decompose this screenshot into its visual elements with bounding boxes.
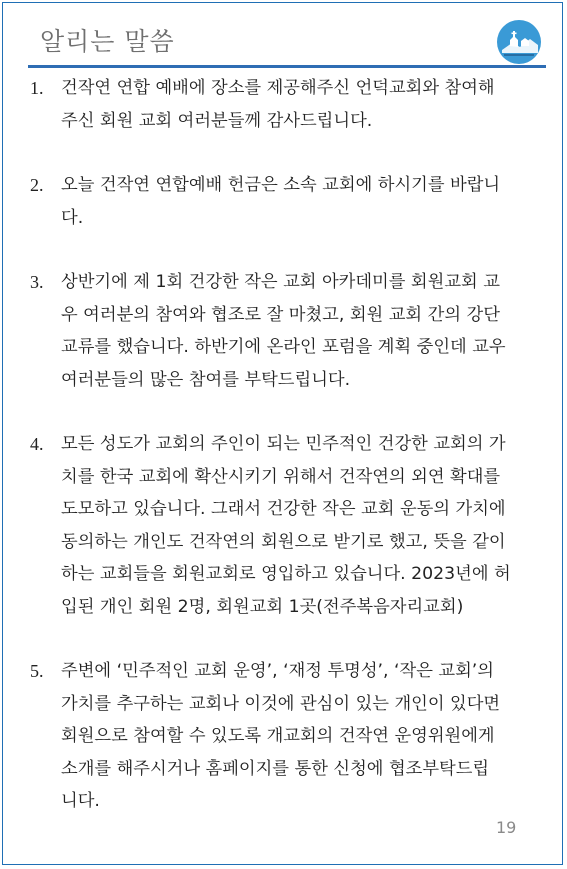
notice-line: 입된 개인 회원 2명, 회원교회 1곳(전주복음자리교회): [61, 596, 464, 617]
notice-item: [30, 169, 540, 234]
notice-line: 여러분들의 많은 참여를 부탁드립니다.: [61, 369, 351, 390]
notice-item: [30, 72, 540, 137]
notice-item: [30, 266, 540, 396]
page-title: 알리는 말씀: [40, 27, 175, 56]
notice-line: 치를 한국 교회에 확산시키기 위해서 건작연의 외연 확대를: [61, 466, 501, 487]
notice-item: [30, 428, 540, 623]
notice-line: 동의하는 개인도 건작연의 회원으로 받기로 했고, 뜻을 같이: [61, 531, 506, 552]
notice-number: 4.: [30, 434, 44, 454]
notice-item: [30, 655, 540, 818]
notice-line: 우 여러분의 참여와 협조로 잘 마쳤고, 회원 교회 간의 강단: [61, 304, 500, 325]
notice-list: [30, 72, 540, 818]
notice-number: 1.: [30, 78, 44, 98]
header-divider: [28, 65, 546, 68]
notice-line: 니다.: [61, 791, 100, 811]
notice-line: 소개를 해주시거나 홈페이지를 통한 신청에 협조부탁드립: [61, 758, 490, 779]
notice-line: 건작연 연합 예배에 장소를 제공해주신 언덕교회와 참여해: [61, 78, 495, 98]
notice-line: 회원으로 참여할 수 있도록 개교회의 건작연 운영위원에게: [61, 726, 495, 746]
church-logo-icon: [496, 19, 542, 65]
notice-number: 5.: [30, 661, 44, 681]
notice-line: 모든 성도가 교회의 주인이 되는 민주적인 건강한 교회의 가: [61, 434, 506, 454]
notice-line: 상반기에 제 1회 건강한 작은 교회 아카데미를 회원교회 교: [61, 272, 500, 292]
notice-line: 도모하고 있습니다. 그래서 건강한 작은 교회 운동의 가치에: [61, 499, 506, 519]
notice-line: 주변에 ‘민주적인 교회 운영’, ‘재정 투명성’, ‘작은 교회’의: [61, 661, 494, 681]
notice-line: 가치를 추구하는 교회나 이것에 관심이 있는 개인이 있다면: [61, 693, 501, 714]
notice-line: 하는 교회들을 회원교회로 영입하고 있습니다. 2023년에 허: [61, 564, 511, 584]
page-number: 19: [496, 818, 517, 837]
notice-line: 오늘 건작연 연합예배 헌금은 소속 교회에 하시기를 바랍니: [61, 175, 501, 195]
notice-number: 3.: [30, 272, 44, 292]
notice-line: 교류를 했습니다. 하반기에 온라인 포럼을 계획 중인데 교우: [61, 337, 506, 357]
notice-line: 다.: [61, 207, 84, 228]
notice-line: 주신 회원 교회 여러분들께 감사드립니다.: [61, 110, 373, 131]
notice-number: 2.: [30, 175, 44, 195]
